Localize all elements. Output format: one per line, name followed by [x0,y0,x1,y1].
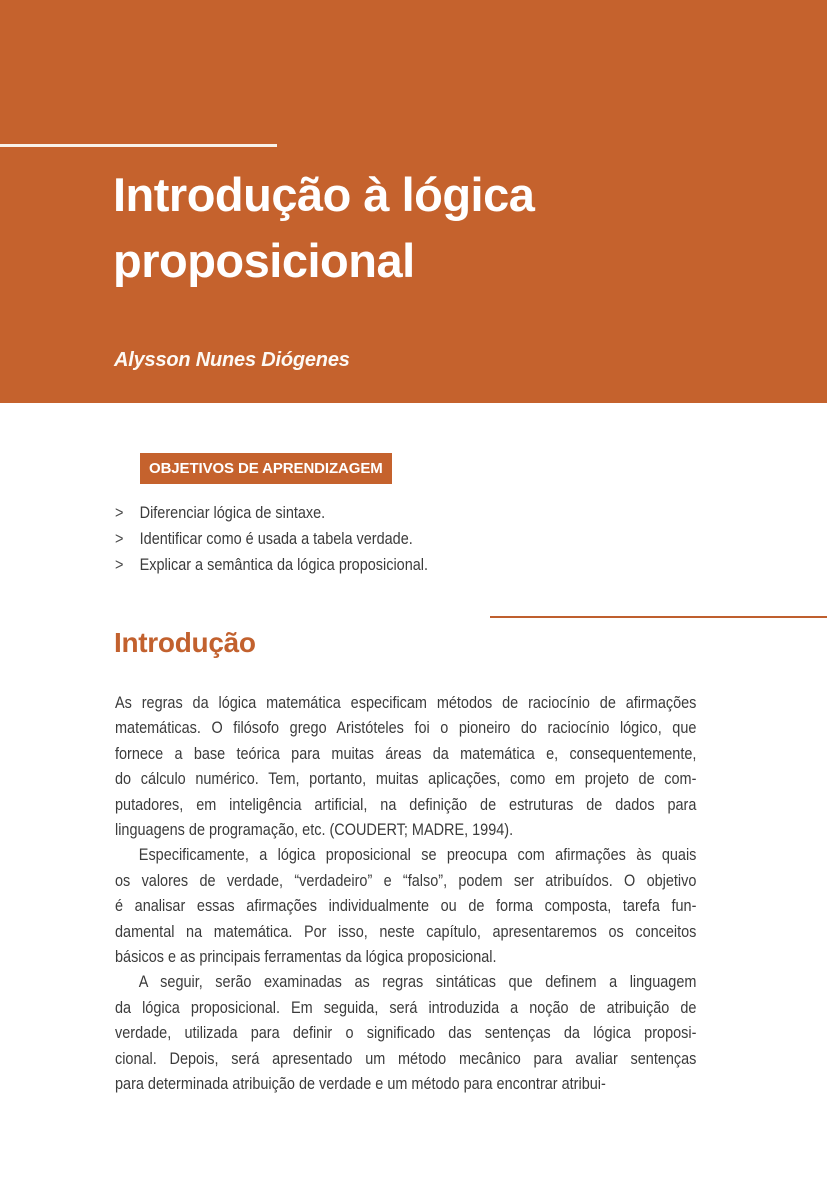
paragraph-line: da lógica proposicional. Em seguida, será introduzida a noção de atribuição de [115,997,697,1017]
chapter-header [0,0,827,403]
objective-item [115,526,696,552]
intro-heading: Introdução [114,627,256,658]
section-divider-line [490,616,827,618]
chapter-author: Alysson Nunes Diógenes [114,349,350,371]
paragraph-line: matemáticas. O filósofo grego Aristóteles foi o pioneiro do raciocínio lógico, que [115,718,697,738]
paragraph [115,690,696,842]
paragraph-line: os valores de verdade, “verdadeiro” e “falso”, podem ser atribuídos. O objetivo [115,870,697,890]
chapter-title: Introdução à lógica proposicional [113,168,535,287]
objective-text: Diferenciar lógica de sintaxe. [139,503,326,522]
paragraph-line: A seguir, serão examinadas as regras sintáticas que definem a linguagem [138,972,697,992]
objective-item [115,500,696,526]
paragraph-line: para determinada atribuição de verdade e um método para encontrar atribui- [115,1074,606,1094]
paragraph-line: básicos e as principais ferramentas da lógica proposicional. [115,947,497,967]
paragraph-line: fornece a base teórica para muitas áreas da matemática e, consequentemente, [115,743,697,763]
objective-text: Explicar a semântica da lógica proposicional. [139,555,429,574]
paragraph-line: verdade, utilizada para definir o significado das sentenças da lógica proposi- [115,1023,697,1043]
paragraph [115,842,696,969]
bullet-marker: > [115,503,124,522]
objectives-badge: OBJETIVOS DE APRENDIZAGEM [140,453,392,484]
paragraph-line: damental na matemática. Por isso, neste capítulo, apresentaremos os conceitos [115,921,697,941]
objective-item [115,552,696,578]
bullet-marker: > [115,555,124,574]
intro-paragraphs [115,690,696,1097]
paragraph-line: do cálculo numérico. Tem, portanto, muitas aplicações, como em projeto de com- [115,769,697,789]
paragraph-line: As regras da lógica matemática especificam métodos de raciocínio de afirmações [115,693,697,712]
paragraph-line: linguagens de programação, etc. (COUDERT; MADRE, 1994). [115,820,514,840]
objective-text: Identificar como é usada a tabela verdade. [139,529,413,548]
paragraph [115,969,696,1096]
bullet-marker: > [115,529,124,548]
paragraph-line: putadores, em inteligência artificial, na definição de estruturas de dados para [115,794,697,814]
header-accent-line [0,144,277,147]
paragraph-line: cional. Depois, será apresentado um método mecânico para avaliar sentenças [115,1048,697,1068]
objectives-list [115,500,696,578]
paragraph-line: é analisar essas afirmações individualmente ou de forma composta, tarefa fun- [115,896,697,916]
paragraph-line: Especificamente, a lógica proposicional se preocupa com afirmações às quais [138,845,697,865]
